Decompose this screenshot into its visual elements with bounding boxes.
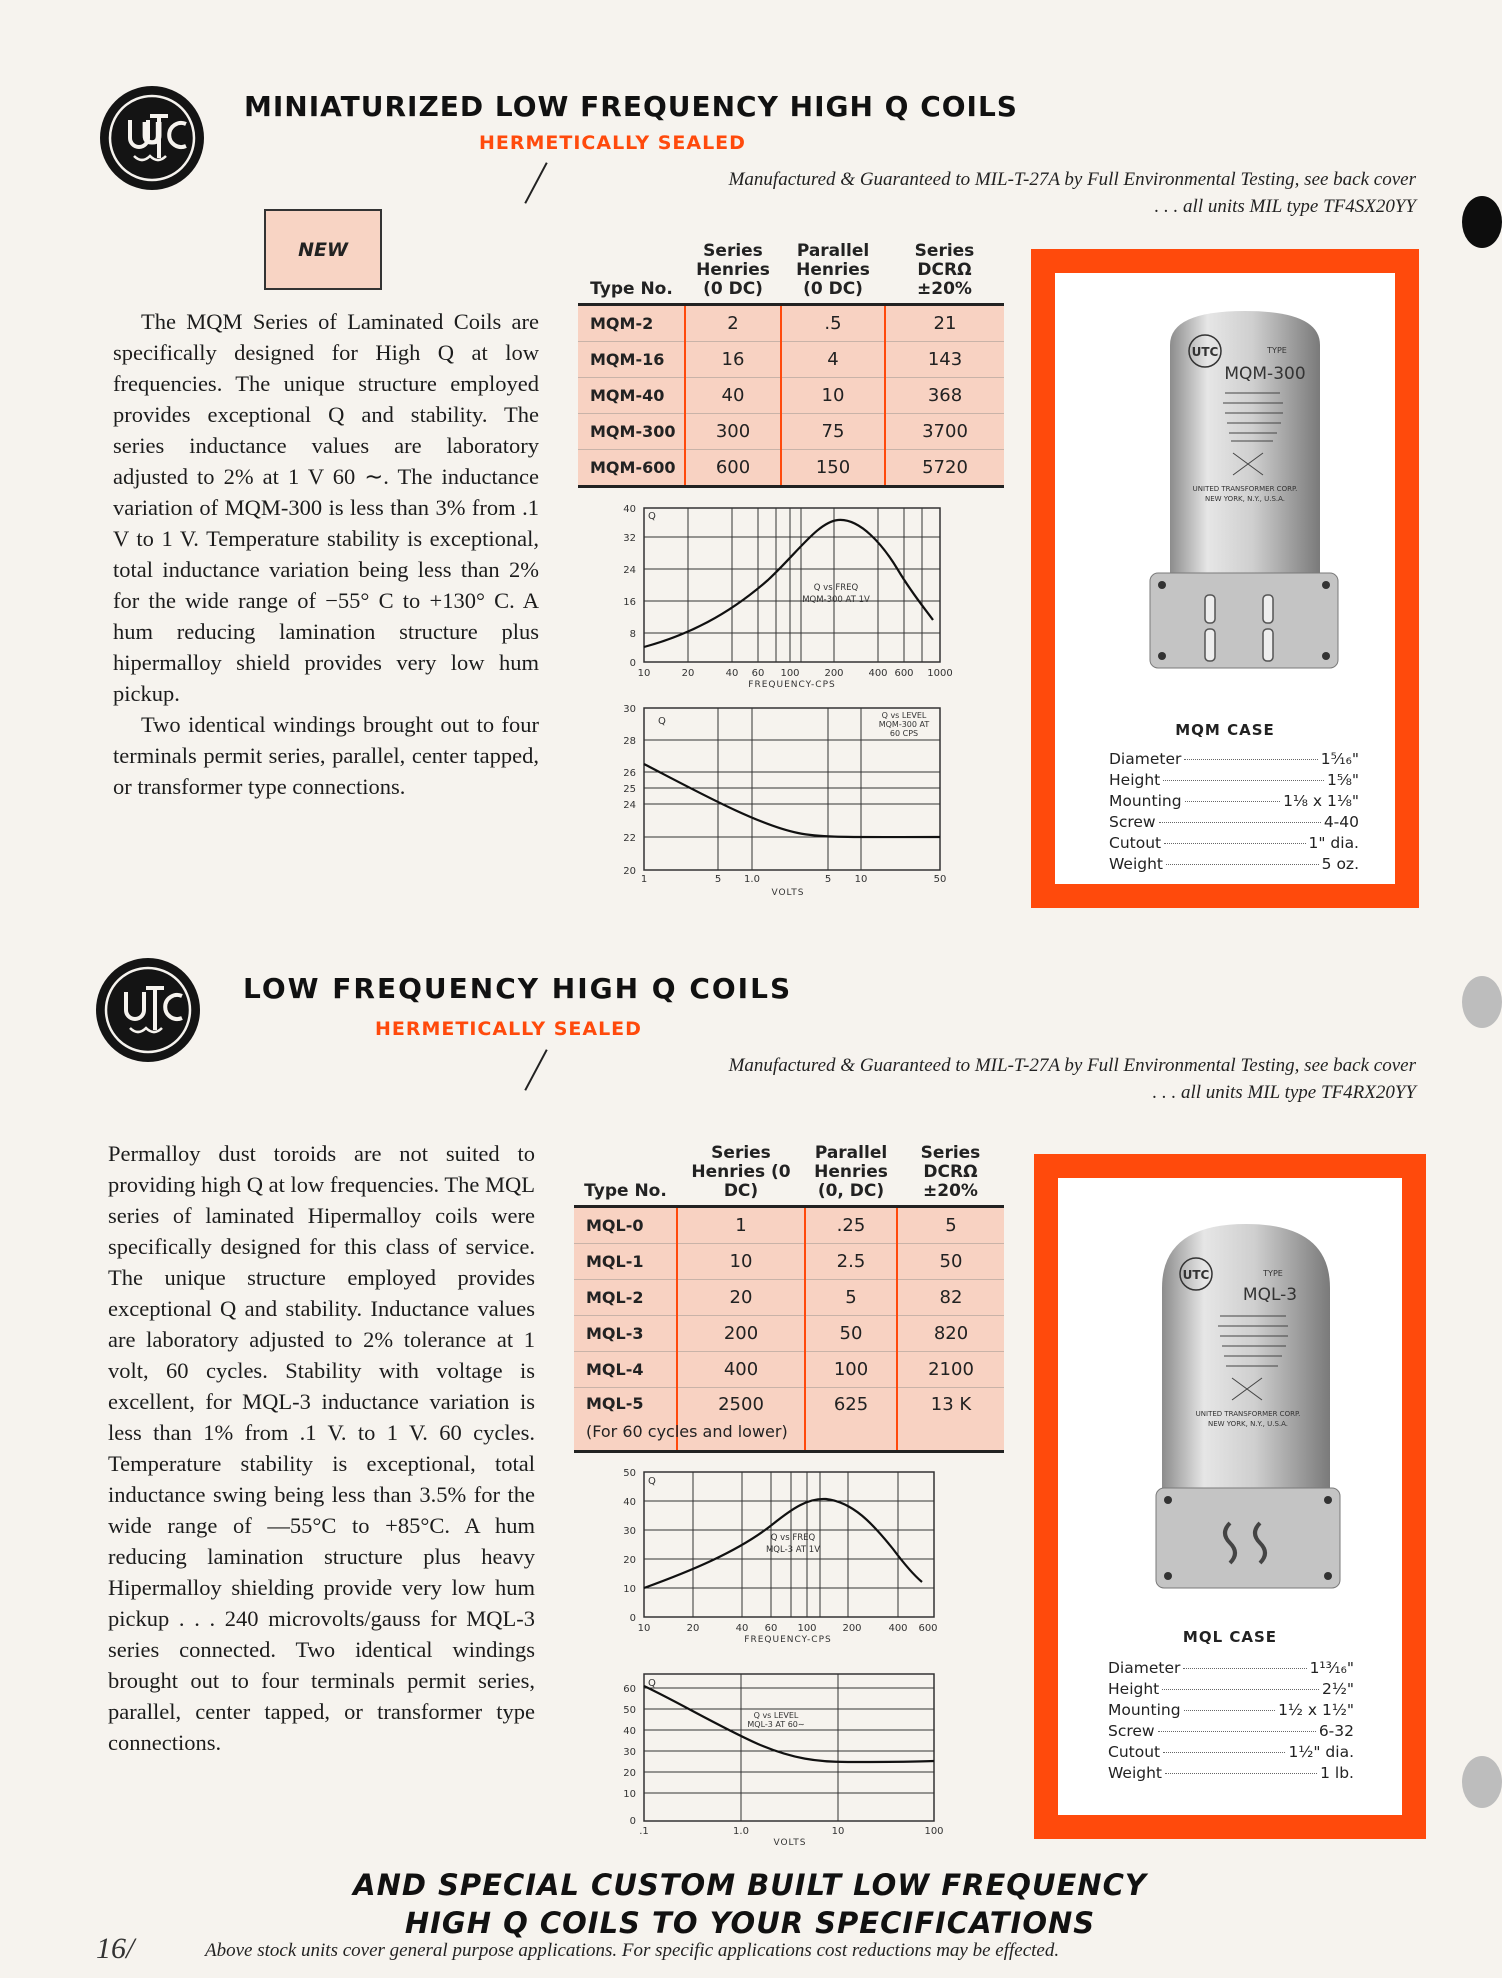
x-tick-label: 1.0 xyxy=(733,1826,749,1837)
y-tick-label: 16 xyxy=(623,597,636,608)
x-tick-label: 1.0 xyxy=(744,874,760,885)
section2-subtitle: HERMETICALLY SEALED xyxy=(375,1018,642,1040)
x-tick-label: 60 xyxy=(751,668,765,679)
parallel-henries-cell: .25 xyxy=(805,1207,897,1244)
graph-annotation: Q vs FREQ xyxy=(770,1533,816,1543)
section1-mfg-note xyxy=(540,166,1416,220)
dimension-value: 4-40 xyxy=(1323,813,1359,831)
table-row xyxy=(574,1207,1004,1244)
x-tick-label: 10 xyxy=(854,874,868,885)
x-tick-label: 10 xyxy=(637,668,651,679)
col-header-series-henries: Series Henries (0 DC) xyxy=(691,1143,791,1201)
utc-logo xyxy=(100,86,204,190)
y-tick-label: 24 xyxy=(623,800,636,811)
footer-heading-line-2: HIGH Q COILS TO YOUR SPECIFICATIONS xyxy=(404,1906,1096,1940)
dimension-row xyxy=(1108,1763,1354,1784)
y-tick-label: 40 xyxy=(623,1726,636,1737)
y-tick-label: 40 xyxy=(623,504,636,515)
y-axis-label: Q xyxy=(658,716,666,727)
parallel-henries-cell: 625 xyxy=(805,1388,897,1452)
x-tick-label: 20 xyxy=(681,668,695,679)
type-cell: MQL-3 xyxy=(574,1316,677,1352)
y-tick-label: 20 xyxy=(623,1555,636,1566)
y-tick-label: 22 xyxy=(623,833,636,844)
y-tick-label: 20 xyxy=(623,1768,636,1779)
x-tick-label: 40 xyxy=(725,668,739,679)
y-tick-label: 8 xyxy=(629,629,636,640)
y-tick-label: 32 xyxy=(623,533,636,544)
table-row xyxy=(574,1280,1004,1316)
can-label-city: NEW YORK, N.Y., U.S.A. xyxy=(1207,1420,1289,1428)
y-tick-label: 10 xyxy=(623,1789,636,1800)
x-tick-label: 50 xyxy=(933,874,947,885)
graph-annotation: Q vs LEVEL xyxy=(753,1711,799,1720)
parallel-henries-cell: 10 xyxy=(781,378,885,414)
binder-hole xyxy=(1462,196,1502,248)
mfg-line-2: . . . all units MIL type TF4SX20YY xyxy=(1154,196,1416,217)
dcr-cell: 13 K xyxy=(897,1388,1004,1452)
dimension-row xyxy=(1108,1679,1354,1700)
dcr-cell: 368 xyxy=(885,378,1004,414)
graph-annotation: 60 CPS xyxy=(889,729,919,738)
series-henries-cell: 300 xyxy=(685,414,781,450)
table-row xyxy=(574,1316,1004,1352)
mql-case-illustration xyxy=(1058,1178,1402,1598)
can-label-maker: UNITED TRANSFORMER CORP. xyxy=(1195,1410,1301,1418)
dimension-row xyxy=(1109,854,1359,875)
x-tick-label: 20 xyxy=(686,1623,700,1634)
dimension-value: 1½ x 1½" xyxy=(1278,1701,1354,1719)
dcr-cell: 3700 xyxy=(885,414,1004,450)
graph-annotation: Q vs FREQ xyxy=(813,583,859,593)
parallel-henries-cell: 150 xyxy=(781,450,885,487)
y-tick-label: 0 xyxy=(629,1613,636,1624)
y-tick-label: 24 xyxy=(623,565,636,576)
dimension-value: 1¹³⁄₁₆" xyxy=(1309,1659,1354,1677)
y-tick-label: 40 xyxy=(623,1497,636,1508)
mqm-case-title: MQM CASE xyxy=(1175,721,1275,739)
x-tick-label: 10 xyxy=(637,1623,651,1634)
y-tick-label: 20 xyxy=(623,866,636,877)
table-row xyxy=(578,305,1004,342)
binder-hole xyxy=(1462,976,1502,1028)
table-row xyxy=(578,378,1004,414)
table-row xyxy=(578,450,1004,487)
y-tick-label: 25 xyxy=(623,784,636,795)
x-tick-label: 5 xyxy=(824,874,832,885)
parallel-henries-cell: 75 xyxy=(781,414,885,450)
mqm-q-vs-freq-graph xyxy=(608,500,953,690)
footer-heading-line-1: AND SPECIAL CUSTOM BUILT LOW FREQUENCY xyxy=(353,1868,1147,1902)
section1-paragraph-1: The MQM Series of Laminated Coils are specifically designed for High Q at low frequencies. The unique structure employed provides exceptional Q and stability. The series inductance values are laboratory adjusted to 2% at 1 V 60 ∼. The inductance variation of MQM-300 is less than 3% from .1 V to 1 V. Temperature stability is exceptional, total inductance variation being less than 2% for the wide range of −55° C to +130° C. A hum reducing lamination structure plus hipermalloy shield provides very low hum pickup. xyxy=(113,309,539,706)
type-cell: MQM-300 xyxy=(578,414,685,450)
dimension-label: Weight xyxy=(1109,855,1164,873)
mfg-line-2: . . . all units MIL type TF4RX20YY xyxy=(1152,1082,1416,1103)
type-cell: MQL-1 xyxy=(574,1244,677,1280)
dcr-cell: 82 xyxy=(897,1280,1004,1316)
type-cell: MQM-16 xyxy=(578,342,685,378)
series-henries-cell: 1 xyxy=(677,1207,805,1244)
table-row xyxy=(578,414,1004,450)
can-label-type: TYPE xyxy=(1267,346,1287,355)
series-henries-cell: 2500 xyxy=(677,1388,805,1452)
dimension-row xyxy=(1109,749,1359,770)
dimension-value: 1" dia. xyxy=(1308,834,1359,852)
mql-q-vs-level-graph xyxy=(608,1664,948,1846)
x-tick-label: 1000 xyxy=(927,668,953,679)
series-henries-cell: 600 xyxy=(685,450,781,487)
col-header-series-dcr: Series DCRΩ ±20% xyxy=(914,241,975,299)
y-tick-label: 50 xyxy=(623,1705,636,1716)
dimension-label: Height xyxy=(1108,1680,1160,1698)
y-tick-label: 26 xyxy=(623,768,636,779)
graph-annotation: MQM-300 AT 1V xyxy=(802,595,870,605)
can-label-maker: UNITED TRANSFORMER CORP. xyxy=(1192,485,1298,493)
y-tick-label: 10 xyxy=(623,1584,636,1595)
y-axis-label: Q xyxy=(648,1678,656,1689)
mfg-line-1: Manufactured & Guaranteed to MIL-T-27A by Full Environmental Testing, see back cover xyxy=(728,169,1416,190)
parallel-henries-cell: 4 xyxy=(781,342,885,378)
section2-paragraph-1: Permalloy dust toroids are not suited to providing high Q at low frequencies. The MQL series of laminated Hipermalloy coils were specifically designed for this class of service. The unique structure employed provides exceptional Q and stability. Inductance values are laboratory adjusted to 2% tolerance at 1 volt, 60 cycles. Stability with voltage is excellent, for MQL-3 inductance variation is less than 1% from .1 V. to 1 V. 60 cycles. Temperature stability is exceptional, total inductance swing being less than 3.5% for the wide range of —55°C to +85°C. A hum reducing lamination structure plus heavy Hipermalloy shielding provide very low hum pickup . . . 240 microvolts/gauss for MQL-3 series connected. Two identical windings brought out to four terminals permit series, parallel, center tapped, or transformer type connections. xyxy=(108,1141,535,1755)
section1-subtitle: HERMETICALLY SEALED xyxy=(479,132,746,154)
dcr-cell: 820 xyxy=(897,1316,1004,1352)
dcr-cell: 21 xyxy=(885,305,1004,342)
y-axis-label: Q xyxy=(648,1476,656,1487)
binder-hole xyxy=(1462,1756,1502,1808)
y-tick-label: 30 xyxy=(623,704,636,715)
type-label: MQL-5 xyxy=(586,1394,644,1413)
parallel-henries-cell: 5 xyxy=(805,1280,897,1316)
utc-logo xyxy=(96,958,200,1062)
type-cell: MQM-40 xyxy=(578,378,685,414)
dimension-label: Cutout xyxy=(1109,834,1162,852)
dimension-label: Diameter xyxy=(1108,1659,1181,1677)
mql-q-vs-freq-graph xyxy=(608,1464,948,1644)
table-row xyxy=(574,1388,1004,1452)
parallel-henries-cell: .5 xyxy=(781,305,885,342)
mql-case-title: MQL CASE xyxy=(1182,1628,1278,1646)
dimension-value: 2½" xyxy=(1321,1680,1354,1698)
dimension-row xyxy=(1108,1700,1354,1721)
x-axis-label: VOLTS xyxy=(773,1838,807,1848)
series-henries-cell: 2 xyxy=(685,305,781,342)
type-cell: MQL-2 xyxy=(574,1280,677,1316)
graph-annotation: MQM-300 AT xyxy=(878,720,930,729)
dimension-label: Screw xyxy=(1109,813,1156,831)
col-header-type: Type No. xyxy=(584,1181,667,1201)
mql-spec-table xyxy=(574,1144,1004,1453)
series-henries-cell: 16 xyxy=(685,342,781,378)
col-header-type: Type No. xyxy=(590,279,673,299)
dimension-row xyxy=(1109,791,1359,812)
x-tick-label: 100 xyxy=(780,668,800,679)
col-header-parallel-henries: Parallel Henries (0, DC) xyxy=(814,1143,888,1201)
dimension-label: Weight xyxy=(1108,1764,1163,1782)
table-row xyxy=(574,1352,1004,1388)
x-tick-label: 200 xyxy=(824,668,844,679)
mqm-case-dimensions xyxy=(1109,749,1359,875)
series-henries-cell: 400 xyxy=(677,1352,805,1388)
dimension-row xyxy=(1108,1658,1354,1679)
footer-note: Above stock units cover general purpose applications. For specific applications cost reductions may be effected. xyxy=(205,1940,1060,1961)
col-header-series-dcr: Series DCRΩ ±20% xyxy=(920,1143,981,1201)
series-henries-cell: 40 xyxy=(685,378,781,414)
x-tick-label: 5 xyxy=(714,874,722,885)
x-axis-label: FREQUENCY-CPS xyxy=(748,680,836,690)
type-cell: MQM-600 xyxy=(578,450,685,487)
page-number-value: 16 xyxy=(96,1932,126,1965)
x-tick-label: 10 xyxy=(831,1826,845,1837)
mqm-spec-table xyxy=(578,242,1004,488)
dcr-cell: 143 xyxy=(885,342,1004,378)
dimension-row xyxy=(1108,1742,1354,1763)
svg-text:U: U xyxy=(139,117,165,152)
dimension-label: Cutout xyxy=(1108,1743,1161,1761)
y-axis-label: Q xyxy=(648,511,656,522)
mqm-case-illustration xyxy=(1055,273,1395,693)
section2-title: LOW FREQUENCY HIGH Q COILS xyxy=(243,972,793,1005)
graph-annotation: Q vs LEVEL xyxy=(881,711,927,720)
y-tick-label: 60 xyxy=(623,1684,636,1695)
section2-body xyxy=(108,1138,535,1758)
section1-paragraph-2: Two identical windings brought out to four terminals permit series, parallel, center tapped, or transformer type connections. xyxy=(113,712,539,799)
can-label-model: MQM-300 xyxy=(1224,364,1306,384)
type-cell: MQL-0 xyxy=(574,1207,677,1244)
mqm-case-panel xyxy=(1031,249,1419,908)
y-tick-label: 50 xyxy=(623,1468,636,1479)
dimension-row xyxy=(1108,1721,1354,1742)
x-axis-label: FREQUENCY-CPS xyxy=(744,1635,832,1645)
dcr-cell: 5 xyxy=(897,1207,1004,1244)
graph-annotation: MQL-3 AT 1V xyxy=(765,1545,821,1555)
dimension-label: Mounting xyxy=(1109,792,1182,810)
dimension-value: 1⅝" xyxy=(1326,771,1359,789)
dimension-value: 1⁵⁄₁₆" xyxy=(1320,750,1359,768)
section2-mfg-note xyxy=(540,1052,1416,1106)
series-henries-cell: 200 xyxy=(677,1316,805,1352)
dimension-row xyxy=(1109,833,1359,854)
x-tick-label: 40 xyxy=(735,1623,749,1634)
graph-annotation: MQL-3 AT 60∼ xyxy=(747,1720,805,1729)
dimension-row xyxy=(1109,770,1359,791)
svg-text:UTC: UTC xyxy=(1182,1268,1210,1282)
parallel-henries-cell: 50 xyxy=(805,1316,897,1352)
mqm-q-vs-level-graph xyxy=(608,700,948,900)
dcr-cell: 50 xyxy=(897,1244,1004,1280)
col-header-series-henries: Series Henries (0 DC) xyxy=(696,241,770,299)
type-cell xyxy=(574,1388,677,1452)
x-tick-label: 600 xyxy=(894,668,914,679)
x-tick-label: 100 xyxy=(797,1623,817,1634)
dimension-value: 1 lb. xyxy=(1320,1764,1354,1782)
dimension-value: 1½" dia. xyxy=(1288,1743,1354,1761)
new-badge: NEW xyxy=(264,209,382,290)
x-tick-label: 60 xyxy=(764,1623,778,1634)
mql-case-panel xyxy=(1034,1154,1426,1839)
x-tick-label: 600 xyxy=(918,1623,938,1634)
x-tick-label: 1 xyxy=(640,874,648,885)
x-tick-label: 200 xyxy=(842,1623,862,1634)
type-cell: MQL-4 xyxy=(574,1352,677,1388)
section1-title: MINIATURIZED LOW FREQUENCY HIGH Q COILS xyxy=(244,90,1018,123)
svg-text:UTC: UTC xyxy=(1191,345,1219,359)
table-row xyxy=(578,342,1004,378)
dimension-row xyxy=(1109,812,1359,833)
dimension-value: 1⅛ x 1⅛" xyxy=(1283,792,1359,810)
dimension-value: 5 oz. xyxy=(1321,855,1359,873)
x-tick-label: 400 xyxy=(888,1623,908,1634)
y-tick-label: 0 xyxy=(629,1816,636,1827)
table-footnote: (For 60 cycles and lower) xyxy=(586,1422,788,1441)
dimension-label: Screw xyxy=(1108,1722,1155,1740)
type-cell: MQM-2 xyxy=(578,305,685,342)
dcr-cell: 5720 xyxy=(885,450,1004,487)
page-number: 16/ xyxy=(96,1932,135,1965)
y-tick-label: 30 xyxy=(623,1747,636,1758)
col-header-parallel-henries: Parallel Henries (0 DC) xyxy=(796,241,870,299)
can-label-type: TYPE xyxy=(1263,1269,1283,1278)
dimension-label: Height xyxy=(1109,771,1161,789)
x-tick-label: 400 xyxy=(868,668,888,679)
y-tick-label: 30 xyxy=(623,1526,636,1537)
x-axis-label: VOLTS xyxy=(771,888,805,898)
table-row xyxy=(574,1244,1004,1280)
dimension-label: Mounting xyxy=(1108,1701,1181,1719)
section1-body xyxy=(113,306,539,802)
x-tick-label: .1 xyxy=(639,1826,649,1837)
series-henries-cell: 20 xyxy=(677,1280,805,1316)
parallel-henries-cell: 100 xyxy=(805,1352,897,1388)
can-label-city: NEW YORK, N.Y., U.S.A. xyxy=(1204,495,1286,503)
series-henries-cell: 10 xyxy=(677,1244,805,1280)
y-tick-label: 0 xyxy=(629,658,636,669)
mfg-line-1: Manufactured & Guaranteed to MIL-T-27A by Full Environmental Testing, see back cover xyxy=(728,1055,1416,1076)
dimension-value: 6-32 xyxy=(1318,1722,1354,1740)
x-tick-label: 100 xyxy=(924,1826,944,1837)
mql-case-dimensions xyxy=(1108,1658,1354,1784)
dcr-cell: 2100 xyxy=(897,1352,1004,1388)
can-label-model: MQL-3 xyxy=(1242,1285,1298,1305)
dimension-label: Diameter xyxy=(1109,750,1182,768)
parallel-henries-cell: 2.5 xyxy=(805,1244,897,1280)
y-tick-label: 28 xyxy=(623,736,636,747)
